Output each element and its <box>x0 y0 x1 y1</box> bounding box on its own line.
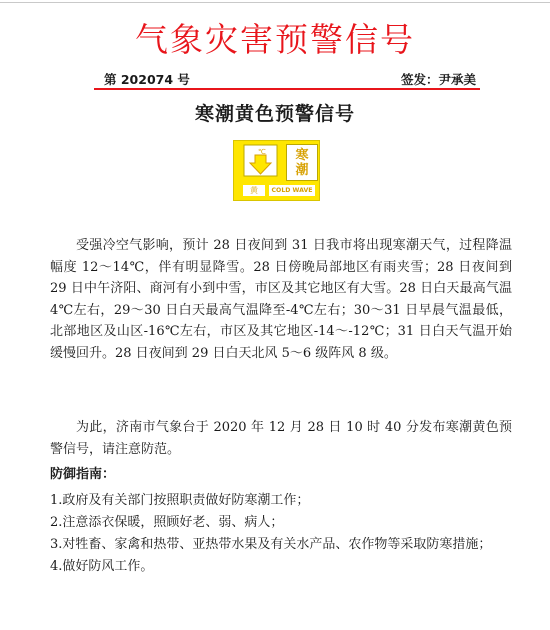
issuer-signature: 签发：尹承美 <box>400 72 476 87</box>
red-divider <box>94 88 480 90</box>
sign-characters <box>286 144 318 181</box>
defense-guide-title: 防御指南： <box>50 467 116 482</box>
list-item: 4.做好防风工作。 <box>50 559 154 574</box>
sign-char-bottom: 潮 <box>295 162 309 178</box>
issuance-paragraph: 为此，济南市气象台于 2020 年 12 月 28 日 10 时 40 分发布寒潮黄色预警信号，请注意防范。 <box>50 420 512 457</box>
list-item: 2.注意添衣保暖，照顾好老、弱、病人； <box>50 515 284 530</box>
thermometer-down-arrow-icon <box>243 144 278 177</box>
warning-subtitle: 寒潮黄色预警信号 <box>194 103 355 125</box>
cold-wave-yellow-sign <box>233 140 320 201</box>
list-item: 3.对牲畜、家禽和热带、亚热带水果及有关水产品、农作物等采取防寒措施； <box>50 537 492 552</box>
document-meta-row <box>104 70 476 88</box>
document-title: 气象灾害预警信号 <box>135 20 415 59</box>
sign-color-label: 黄 <box>243 185 265 196</box>
top-border-line <box>0 2 550 3</box>
defense-guide-list <box>50 490 512 578</box>
celsius-unit: ℃ <box>258 148 266 156</box>
sign-english-label: COLD WAVE <box>269 185 315 196</box>
list-item: 1.政府及有关部门按照职责做好防寒潮工作； <box>50 493 310 508</box>
forecast-paragraph: 受强冷空气影响，预计 28 日夜间到 31 日我市将出现寒潮天气，过程降温幅度 12～14℃，伴有明显降雪。28 日傍晚局部地区有雨夹雪；28 日夜间到 29 日中午济阳、商河有小到中雪，市区及其它地区有大雪。28 日白天最高气温 4℃左右，29～30 日白天最高气温降至-4℃左右；30～31 日早晨气温最低，北部地区及山区-16℃左右，市区及其它地区-14～-12℃；31 日白天气温开始缓慢回升。28 日夜间到 29 日白天北风 5～6 级阵风 8 级。 <box>50 238 512 361</box>
document-number: 第 202074 号 <box>104 72 190 87</box>
sign-char-top: 寒 <box>295 147 309 163</box>
